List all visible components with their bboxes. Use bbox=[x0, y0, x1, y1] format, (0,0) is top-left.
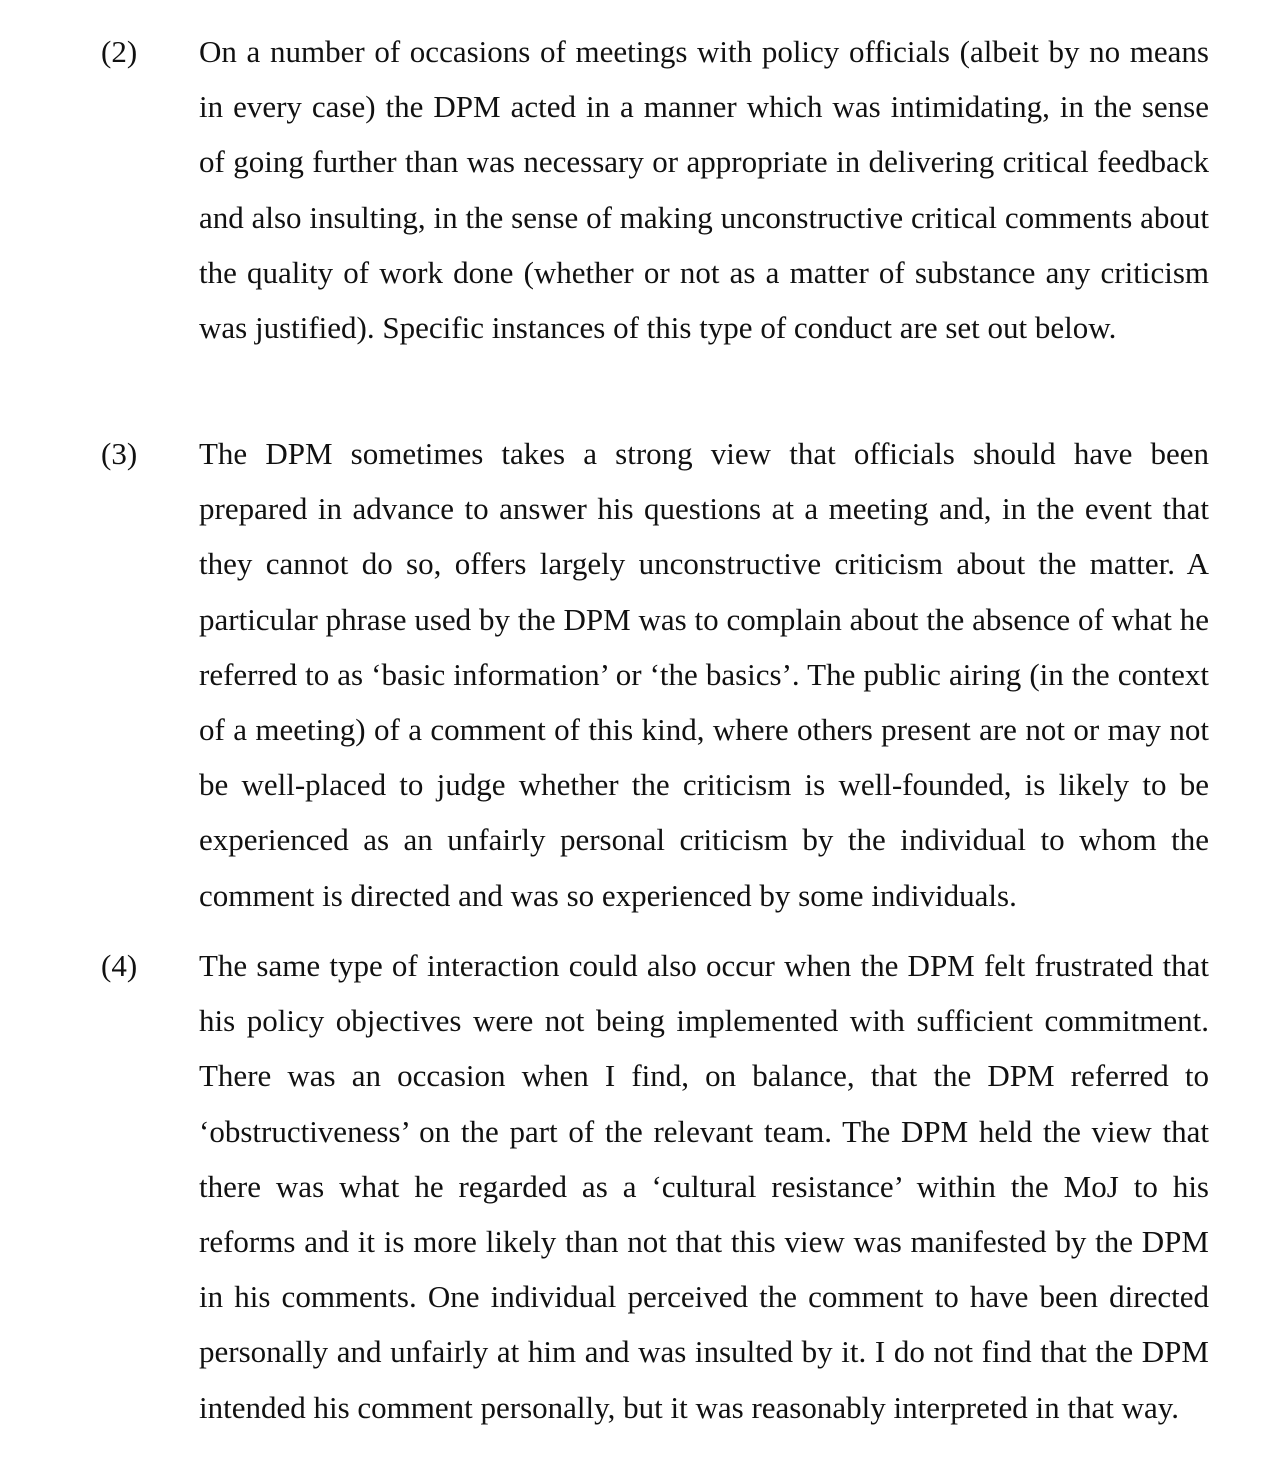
paragraph-number: (4) bbox=[101, 948, 138, 983]
paragraph-text: On a number of occasions of meetings with policy officials (albeit by no means in every case) the DPM acted in a manner which was intimidating, in the sense of going further than was necessary or appropriate in delivering critical feedback and also insulting, in the sense of making unconstructive critical comments about the quality of work done (whether or not as a matter of substance any criticism was justified). Specific instances of this type of conduct are set out below. bbox=[199, 34, 1209, 346]
paragraph-text: The DPM sometimes takes a strong view that officials should have been prepared in advance to answer his questions at a meeting and, in the event that they cannot do so, offers largely unconstructive criticism about the matter. A particular phrase used by the DPM was to complain about the absence of what he referred to as ‘basic information’ or ‘the basics’. The public airing (in the context of a meeting) of a comment of this kind, where others present are not or may not be well-placed to judge whether the criticism is well-founded, is likely to be experienced as an unfairly personal criticism by the individual to whom the comment is directed and was so experienced by some individuals. bbox=[199, 436, 1209, 913]
paragraph-text: The same type of interaction could also occur when the DPM felt frustrated that his policy objectives were not being implemented with sufficient commitment. There was an occasion when I find, on balance, that the DPM referred to ‘obstructiveness’ on the part of the relevant team. The DPM held the view that there was what he regarded as a ‘cultural resistance’ within the MoJ to his reforms and it is more likely than not that this view was manifested by the DPM in his comments. One individual perceived the comment to have been directed personally and unfairly at him and was insulted by it. I do not find that the DPM intended his comment personally, but it was reasonably interpreted in that way. bbox=[199, 948, 1209, 1425]
paragraph-number: (3) bbox=[101, 436, 138, 471]
paragraph-number: (2) bbox=[101, 34, 138, 69]
